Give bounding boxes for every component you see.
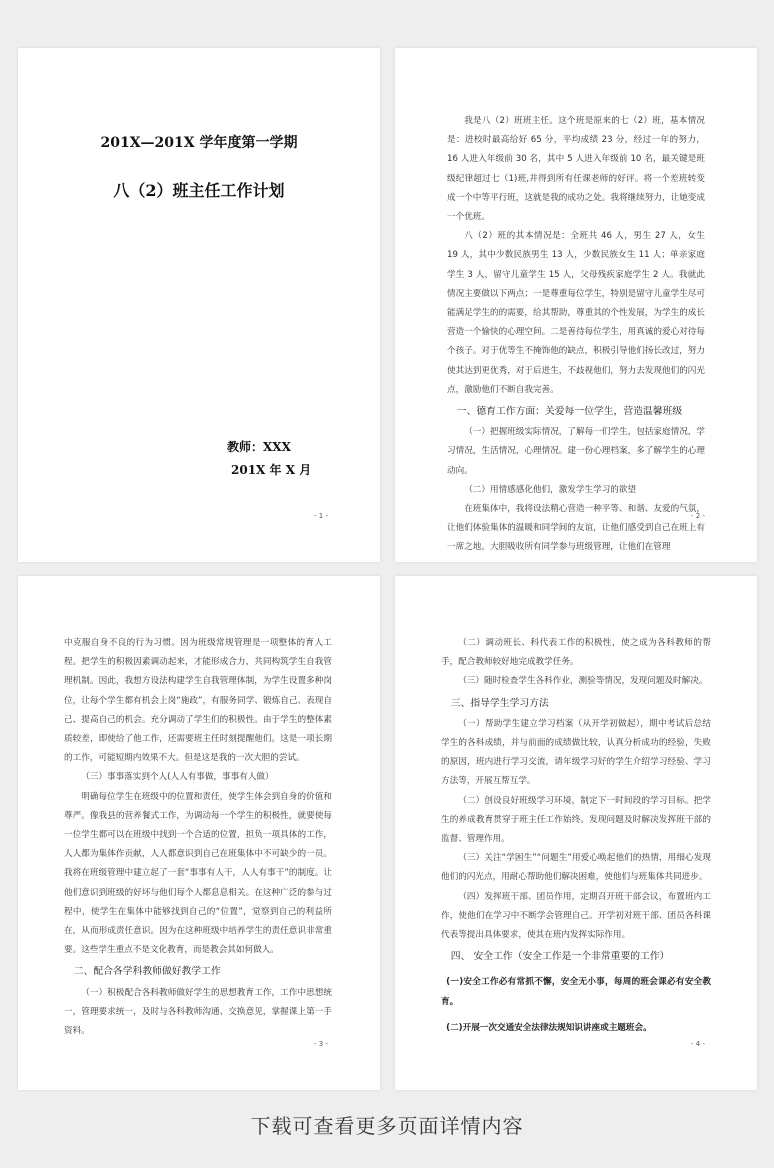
cover-teacher: 教师：XXX <box>227 440 291 454</box>
cover-date: 201X 年 X 月 <box>231 463 312 477</box>
paragraph: （二）创设良好班级学习环境，制定下一时间段的学习目标。把学生的养成教育贯穿于班主任工作始终。发现问题及时解决发挥班干部的监督、管理作用。 <box>441 795 711 845</box>
paragraph: （二）调动班长、科代表工作的积极性，使之成为各科教师的帮手，配合教师较好地完成教学任务。 <box>441 638 711 668</box>
paragraph: （三）随时检查学生各科作业，测验等情况，发现问题及时解决。 <box>458 676 708 687</box>
paragraph: 八（2）班的其本情况是：全班共 46 人，男生 27 人，女生 19 人，其中少数民族男生 13 人，少数民族女生 11 人；单亲家庭学生 3 人，留守儿童学生 15 人，父母残疾家庭学生 2 人。我就此情况主要做以下两点；一是尊重每位学生，特别是留守儿童学生尽可能满足学生的的需要，给其帮助，尊重其的个性发展，为学生的成长营造一个愉快的心理空间。二是善待每位学生，用真诚的爱心对待每个孩子。对于优等生不掩饰他的缺点，积极引导他们扬长改过，努力使其达到更优秀，对于后进生，不歧视他们，努力去发现他们的闪光点，激励他们不断自我完善。 <box>447 231 705 395</box>
paragraph: （三）事事落实到个人(人人有事做，事事有人做） <box>81 772 274 783</box>
bold-paragraph: (一)安全工作必有常抓不懈，安全无小事，每周的班会课必有安全教育。 <box>441 977 711 1007</box>
page-number: - 3 - <box>314 1040 328 1048</box>
paragraph: 我是八（2）班班主任。这个班是原来的七（2）班，基本情况是：进校时最高给好 65 分，平均成绩 23 分，经过一年的努力，16 人进入年级前 30 名，其中 5 人进入年级前 10 名，最关键是班级纪律超过七（1)班,并得到所有任课老师的好评。将一个差班转变成一个中等平行班，这就是我的成功之处。我将继续努力，让她变成一个优班。 <box>447 116 705 223</box>
page-number: - 4 - <box>691 1040 705 1048</box>
bold-paragraph: (二)开展一次交通安全法律法规知识讲座或主题班会。 <box>446 1022 652 1033</box>
paragraph: （二）用情感感化他们，激发学生学习的欲望 <box>464 484 637 495</box>
cover-title: 八（2）班主任工作计划 <box>113 181 285 200</box>
page-body <box>441 634 711 1038</box>
section-heading: 四、 安全工作（安全工作是一个非常重要的工作） <box>450 951 670 963</box>
paragraph: （一）帮助学生建立学习档案（从开学初做起），期中考试后总结学生的各科成绩，并与前面的成绩做比较，认真分析成功的经验，失败的原因，班内进行学习交流，请年级学习好的学生介绍学习经验、学习方法等，开展互帮互学。 <box>441 718 711 787</box>
document-page-2 <box>395 48 757 562</box>
download-more-banner[interactable]: 下载可查看更多页面详情内容 <box>250 1114 524 1138</box>
paragraph: 明确每位学生在班级中的位置和责任，使学生体会到自身的价值和尊严。像我县的营养餐式工作，为调动每一个学生的积极性，就要使每一位学生都可以在班级中找到一个合适的位置，担负一项具体的工作，人人都为集体作贡献，人人都意识到自己在班集体中不可缺少的一员。我将在班级管理中建立起了一套“事事有人干，人人有事干”的制度。让他们意识到班级的好坏与他们每个人都息息相关。在这种广泛的参与过程中，使学生在集体中能够找到自己的“位置”，觉察到自己的利益所在，从而形成责任意识。因为在这种班级中培养学生的责任意识非常重要。这些学生重点不是文化教育，而是教会其如何做人。 <box>64 791 332 956</box>
paragraph: （四）发挥班干部、团员作用，定期召开班干部会议，布置班内工作，使他们在学习中不断学会管理自己。开学初对班干部、团员各科课代表等提出具体要求，使其在班内发挥实际作用。 <box>441 891 711 941</box>
page-body <box>64 634 332 1041</box>
document-page-1 <box>18 48 380 562</box>
page-number: - 2 - <box>691 512 705 520</box>
paragraph: 中克服自身不良的行为习惯。因为班级常规管理是一项整体的育人工程。把学生的积极因素调动起来，才能形成合力，共同构筑学生自我管理机制。因此，我想方设法构建学生自我管理体制，为学生设置多种岗位，让每个学生都有机会上岗“施政”，有服务同学、锻炼自己、表现自己、提高自己的机会。充分调动了学生们的积极性。由于学生的整体素质较差，即使给了他工作，还需要班主任时刻提醒他们。这是一项长期的工作，可能短期内效果不大。但是这是我的一次大胆的尝试。 <box>64 638 332 764</box>
paragraph: （一）积极配合各科教师做好学生的思想教育工作，工作中思想统一，管理要求统一，及时与各科教师沟通、交换意见，掌握课上第一手资料。 <box>64 987 332 1037</box>
document-page-3 <box>18 576 380 1090</box>
section-heading: 三、指导学生学习方法 <box>450 697 549 709</box>
section-heading: 一、德育工作方面：关爱每一位学生，营造温馨班级 <box>456 406 683 418</box>
page-body <box>447 112 705 558</box>
paragraph: 在班集体中，我将设法精心营造一种平等、和谐、友爱的气氛，让他们体验集体的温暖和同学间的友谊，让他们感受到自己在班上有一席之地。大胆吸收所有同学参与班级管理，让他们在管理 <box>447 504 705 553</box>
page-number: - 1 - <box>314 512 328 520</box>
cover-semester: 201X—201X 学年度第一学期 <box>100 135 298 151</box>
document-page-4 <box>395 576 757 1090</box>
paragraph: （三）关注“学困生”“问题生”用爱心唤起他们的热情，用细心发现他们的闪光点，用耐心帮助他们解决困难，使他们与班集体共同进步。 <box>441 853 711 883</box>
paragraph: （一）把握班级实际情况，了解每一们学生，包括家庭情况，学习情况，生活情况，心理情况。建一份心理档案，多了解学生的心理动向。 <box>447 427 705 476</box>
section-heading: 二、配合各学科教师做好教学工作 <box>73 966 221 978</box>
